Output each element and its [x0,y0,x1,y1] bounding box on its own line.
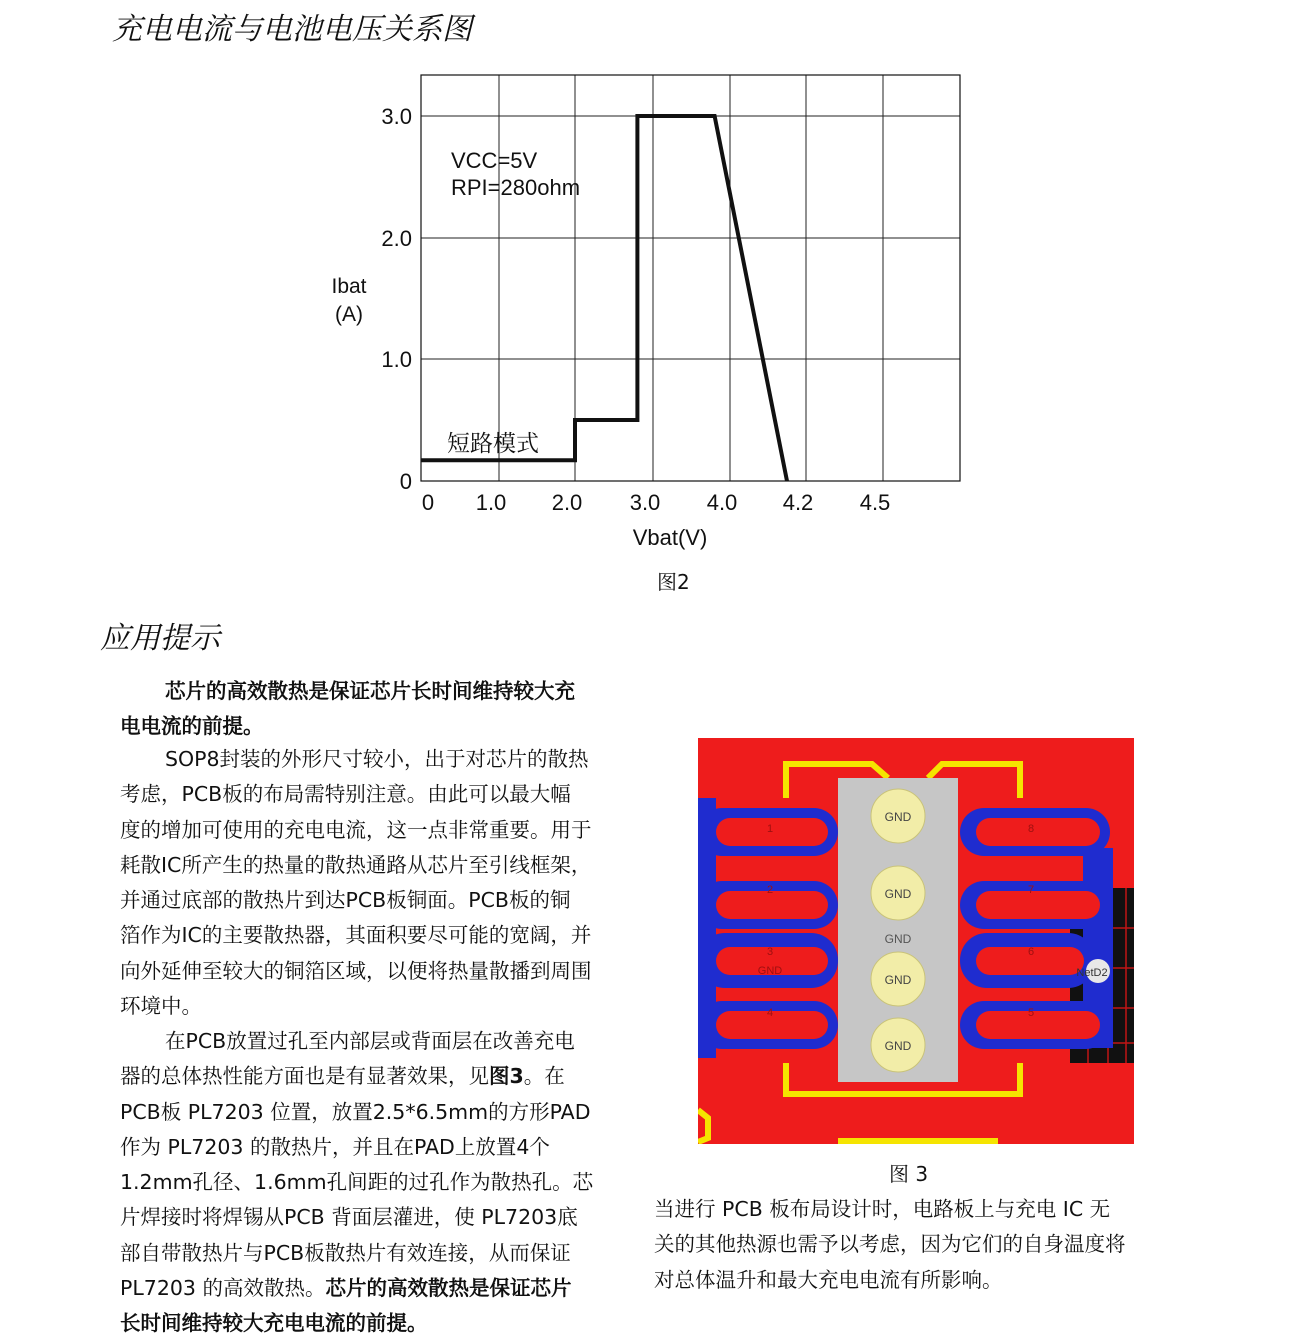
chart-plot-frame [421,75,960,481]
pin-label: 5 [1027,1007,1035,1019]
text-line: 向外延伸至较大的铜箔区域，以便将热量散播到周围 [120,958,592,983]
text-line: 耗散IC所产生的热量的散热通路从芯片至引线框架， [120,852,592,877]
text-line: 关的其他热源也需予以考虑，因为它们的自身温度将 [654,1232,1126,1257]
y-tick-label: 3.0 [381,104,412,129]
pin-label: 7 [1027,884,1035,896]
annotation-vcc: VCC=5V [451,148,538,173]
text-line: 1.2mm孔径、1.6mm孔间距的过孔作为散热孔。芯 [120,1170,594,1195]
y-tick-label: 0 [399,469,412,494]
text-line: 箔作为IC的主要散热器，其面积要尽可能的宽阔，并 [120,923,592,948]
paragraph-thermal-summary [120,674,636,745]
text-line: 并通过底部的散热片到达PCB板铜面。PCB板的铜 [120,888,571,913]
pin-label: 8 [1027,823,1035,835]
text-line: 电电流的前提。 [120,714,264,739]
via-label: GND [884,1039,912,1053]
y-tick-label: 2.0 [381,226,412,251]
via-label: GND [884,973,912,987]
text-line: 当进行 PCB 板布局设计时，电路板上与充电 IC 无 [654,1197,1111,1221]
figure3-reference: 图3 [489,1064,524,1089]
text-line: 考虑，PCB板的布局需特别注意。由此可以最大幅 [120,782,571,807]
pin-label: 3 [766,946,774,958]
text-line: PL7203 的高效散热。芯片的高效散热是保证芯片 [120,1276,572,1301]
text-line: SOP8封装的外形尺寸较小，出于对芯片的散热 [165,747,589,771]
net-label: NetD2 [1076,967,1108,979]
text-line: 在PCB放置过孔至内部层或背面层在改善充电 [165,1029,575,1053]
x-tick-label: 4.5 [859,490,891,515]
text-line: 作为 PL7203 的散热片，并且在PAD上放置4个 [120,1134,550,1159]
text-line: 芯片的高效散热是保证芯片长时间维持较大充 [165,679,575,703]
via-label: GND [884,887,912,901]
pin-label: 1 [766,823,774,835]
x-tick-label: 0 [421,490,435,515]
text-line: 器的总体热性能方面也是有显著效果，见图3。在 [120,1064,565,1089]
text-line: 对总体温升和最大充电电流有所影响。 [654,1267,1003,1292]
text-line: 片焊接时将焊锡从PCB 背面层灌进，使 PL7203底 [120,1205,578,1230]
paragraph-other-heat-sources [654,1192,1174,1298]
annotation-short-circuit: 短路模式 [447,430,539,456]
x-axis-label: Vbat(V) [632,525,708,550]
text-line: 部自带散热片与PCB板散热片有效连接，从而保证 [120,1240,571,1265]
x-tick-label: 3.0 [629,490,661,515]
x-tick-label: 4.2 [782,490,814,515]
figure3-pcb-image [698,738,1134,1144]
y-tick-label: 1.0 [381,347,412,372]
pin-label: 2 [766,884,774,896]
figure3-caption: 图 3 [889,1162,929,1186]
chart-title: 充电电流与电池电压关系图 [112,12,472,47]
paragraph-sop8-layout [120,742,636,1024]
x-tick-label: 1.0 [475,490,507,515]
y-axis-label-line2: (A) [335,303,363,326]
x-tick-label: 2.0 [551,490,583,515]
y-tick-labels [381,104,412,494]
text-line: 环境中。 [120,994,202,1019]
chart-grid [421,75,960,481]
pin3-sub-label: GND [757,965,783,977]
via-label: GND [884,810,912,824]
annotation-rpi: RPI=280ohm [451,175,581,200]
pin-label: 6 [1027,946,1035,958]
text-line: PCB板 PL7203 位置，放置2.5*6.5mm的方形PAD [120,1099,591,1124]
figure2-caption: 图2 [657,570,690,594]
x-tick-labels [422,490,890,515]
pin-label: 4 [766,1007,774,1019]
text-line: 度的增加可使用的充电电流，这一点非常重要。用于 [120,817,592,842]
text-line: 长时间维持较大充电电流的前提。 [120,1311,428,1336]
x-tick-label: 4.0 [706,490,738,515]
y-axis-label-line1: Ibat [331,275,367,298]
mid-gnd-label: GND [884,932,912,946]
section-heading-app-tips: 应用提示 [100,621,220,656]
paragraph-via-placement [120,1024,636,1342]
figure2-chart [300,60,1000,560]
